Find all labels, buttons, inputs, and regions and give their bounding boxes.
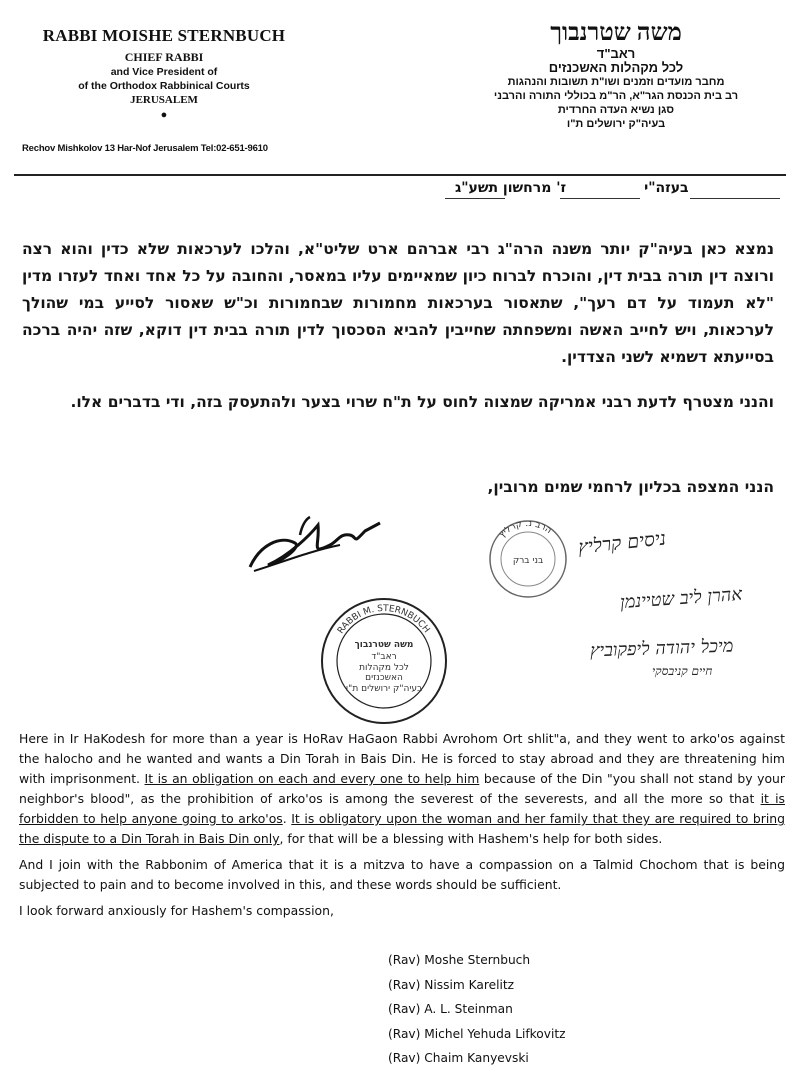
letterhead-line1-en: and Vice President of — [110, 66, 218, 78]
signature-steinman: אהרן ליב שטיינמן — [619, 583, 743, 614]
hebrew-date-line — [455, 180, 689, 196]
translation-paragraph-3: I look forward anxiously for Hashem's compassion, — [19, 903, 334, 918]
signatory-name: (Rav) A. L. Steinman — [388, 1002, 513, 1016]
translation-text: , for that will be a blessing with Hashem's help for both sides. — [279, 831, 663, 846]
letterhead-line3-he: רב בית הכנסת הגר"א, הר"מ בכוללי התורה והרבני — [493, 90, 739, 102]
stamp1-center-line: האשכנזים — [365, 673, 403, 683]
hebrew-paragraph-1: נמצא כאן בעיה"ק יותר משנה הרה"ג רבי אברהם ארט שליט"א, והלכו לערכאות שלא כדין והוא רצה ורוצה דין תורה בבית דין, והוכרח לברוח כיון שמאיימים עליו במאסר, והחובה על כל אחד ואחד לעזרו מדין "לא תעמוד על דם רעך", שתאסור בערכאות מחמורות שבחמורות וכ"ש שאסור לסייע במי שהולך לערכאות, ויש לחייב האשה ומשפחתה שחייבין להביא הסכסוך לדין תורה בבית דין דוקא, שזה יהיה ברכה בסייעתא דשמיא לשני הצדדין. — [22, 240, 774, 366]
signature-sternbuch — [240, 505, 390, 580]
translation-text: Here in Ir HaKodesh for more than a year is HoRav HaGaon Rabbi Avrohom Ort shlit"a, and they went to arko'os against the halocho and he wanted and wants a Din Torah in Bais Din. He is forced to stay abroad and they are threatening him with imprisonment. — [19, 731, 785, 786]
letterhead-dot: ● — [160, 109, 168, 121]
stamp2-center-text: בני ברק — [512, 556, 544, 566]
translation-text: . — [282, 811, 292, 826]
letterhead-line4-he: סגן נשיא העדה החרדית — [557, 104, 675, 116]
english-translation — [19, 729, 785, 927]
stamp1-outer-text: RABBI M. STERNBUCH — [336, 603, 432, 636]
hebrew-date: ז' מרחשון תשע"ג — [455, 180, 567, 196]
translation-underlined: it is forbidden to help anyone going to arko'os — [19, 791, 786, 826]
signature-lifkovitz: מיכל יהודה ליפקוביץ — [589, 635, 734, 662]
svg-text:הרב נ. קרליץ — [497, 519, 553, 540]
letterhead-english — [14, 26, 314, 120]
signature-kanyevski: חיים קניבסקי — [652, 664, 713, 678]
translation-underlined: It is obligatory upon the woman and her family that they are required to bring the dispute to a Din Torah in Bais Din only — [19, 811, 785, 846]
translation-underlined: It is an obligation on each and every one to help him — [144, 771, 480, 786]
stamp-karelitz — [487, 518, 569, 600]
signatory-name: (Rav) Moshe Sternbuch — [388, 953, 531, 967]
letterhead-line5-he: בעיה"ק ירושלים ת"ו — [566, 118, 666, 130]
translation-text: because of the Din "you shall not stand by your neighbor's blood", as the prohibition of arko'os is among the severest of the severests, and all the more so that — [19, 771, 785, 806]
letterhead-title-he: ראב"ד — [596, 46, 636, 61]
date-underline — [690, 198, 780, 199]
signature-karelitz: ניסים קרליץ — [577, 527, 667, 559]
letterhead-hebrew — [455, 20, 777, 131]
stamp1-center-line: בעיה"ק ירושלים ת"ו — [345, 684, 423, 694]
stamp1-center-line: לכל מקהלות — [359, 663, 409, 673]
stamp1-center-name: משה שטרנבוך — [354, 640, 414, 650]
letterhead-address: Rechov Mishkolov 13 Har-Nof Jerusalem Tel:02-651-9610 — [22, 143, 268, 154]
letterhead-city-en: JERUSALEM — [130, 94, 198, 106]
hebrew-bs: בעזה"י — [644, 180, 689, 196]
hebrew-paragraph-2: והנני מצטרף לדעת רבני אמריקה שמצוה לחוס על ת"ח שרוי בצער ולהתעסק בזה, ודי בדברים אלו. — [70, 393, 774, 411]
stamp1-center-title: ראב"ד — [371, 652, 397, 662]
letterhead-line2-en: of the Orthodox Rabbinical Courts — [78, 80, 250, 92]
translation-paragraph-1 — [19, 729, 785, 849]
date-underline — [560, 198, 640, 199]
date-underline — [445, 198, 505, 199]
stamp2-outer-text: הרב נ. קרליץ — [497, 518, 554, 540]
signatory-list — [388, 953, 566, 1076]
letterhead-title-en: CHIEF RABBI — [124, 50, 204, 64]
signatory-name: (Rav) Chaim Kanyevski — [388, 1051, 529, 1065]
letterhead-name-he: משה שטרנבוך — [550, 20, 682, 46]
letterhead-line2-he: מחבר מועדים וזמנים ושו"ת תשובות והנהגות — [507, 76, 725, 88]
signatory-name: (Rav) Michel Yehuda Lifkovitz — [388, 1026, 566, 1041]
header-divider — [14, 174, 786, 176]
letterhead-line1-he: לכל מקהלות האשכנזים — [548, 60, 684, 75]
letterhead-name-en: RABBI MOISHE STERNBUCH — [42, 26, 286, 45]
stamp-sternbuch — [318, 595, 450, 727]
signatory-name: (Rav) Nissim Karelitz — [388, 977, 515, 992]
hebrew-closing: הנני המצפה בכליון לרחמי שמים מרובין, — [487, 478, 774, 496]
translation-paragraph-2: And I join with the Rabbonim of America that it is a mitzva to have a compassion on a Talmid Chochom that is being subjected to pain and to become involved in this, and these words should be sufficient. — [19, 857, 785, 892]
